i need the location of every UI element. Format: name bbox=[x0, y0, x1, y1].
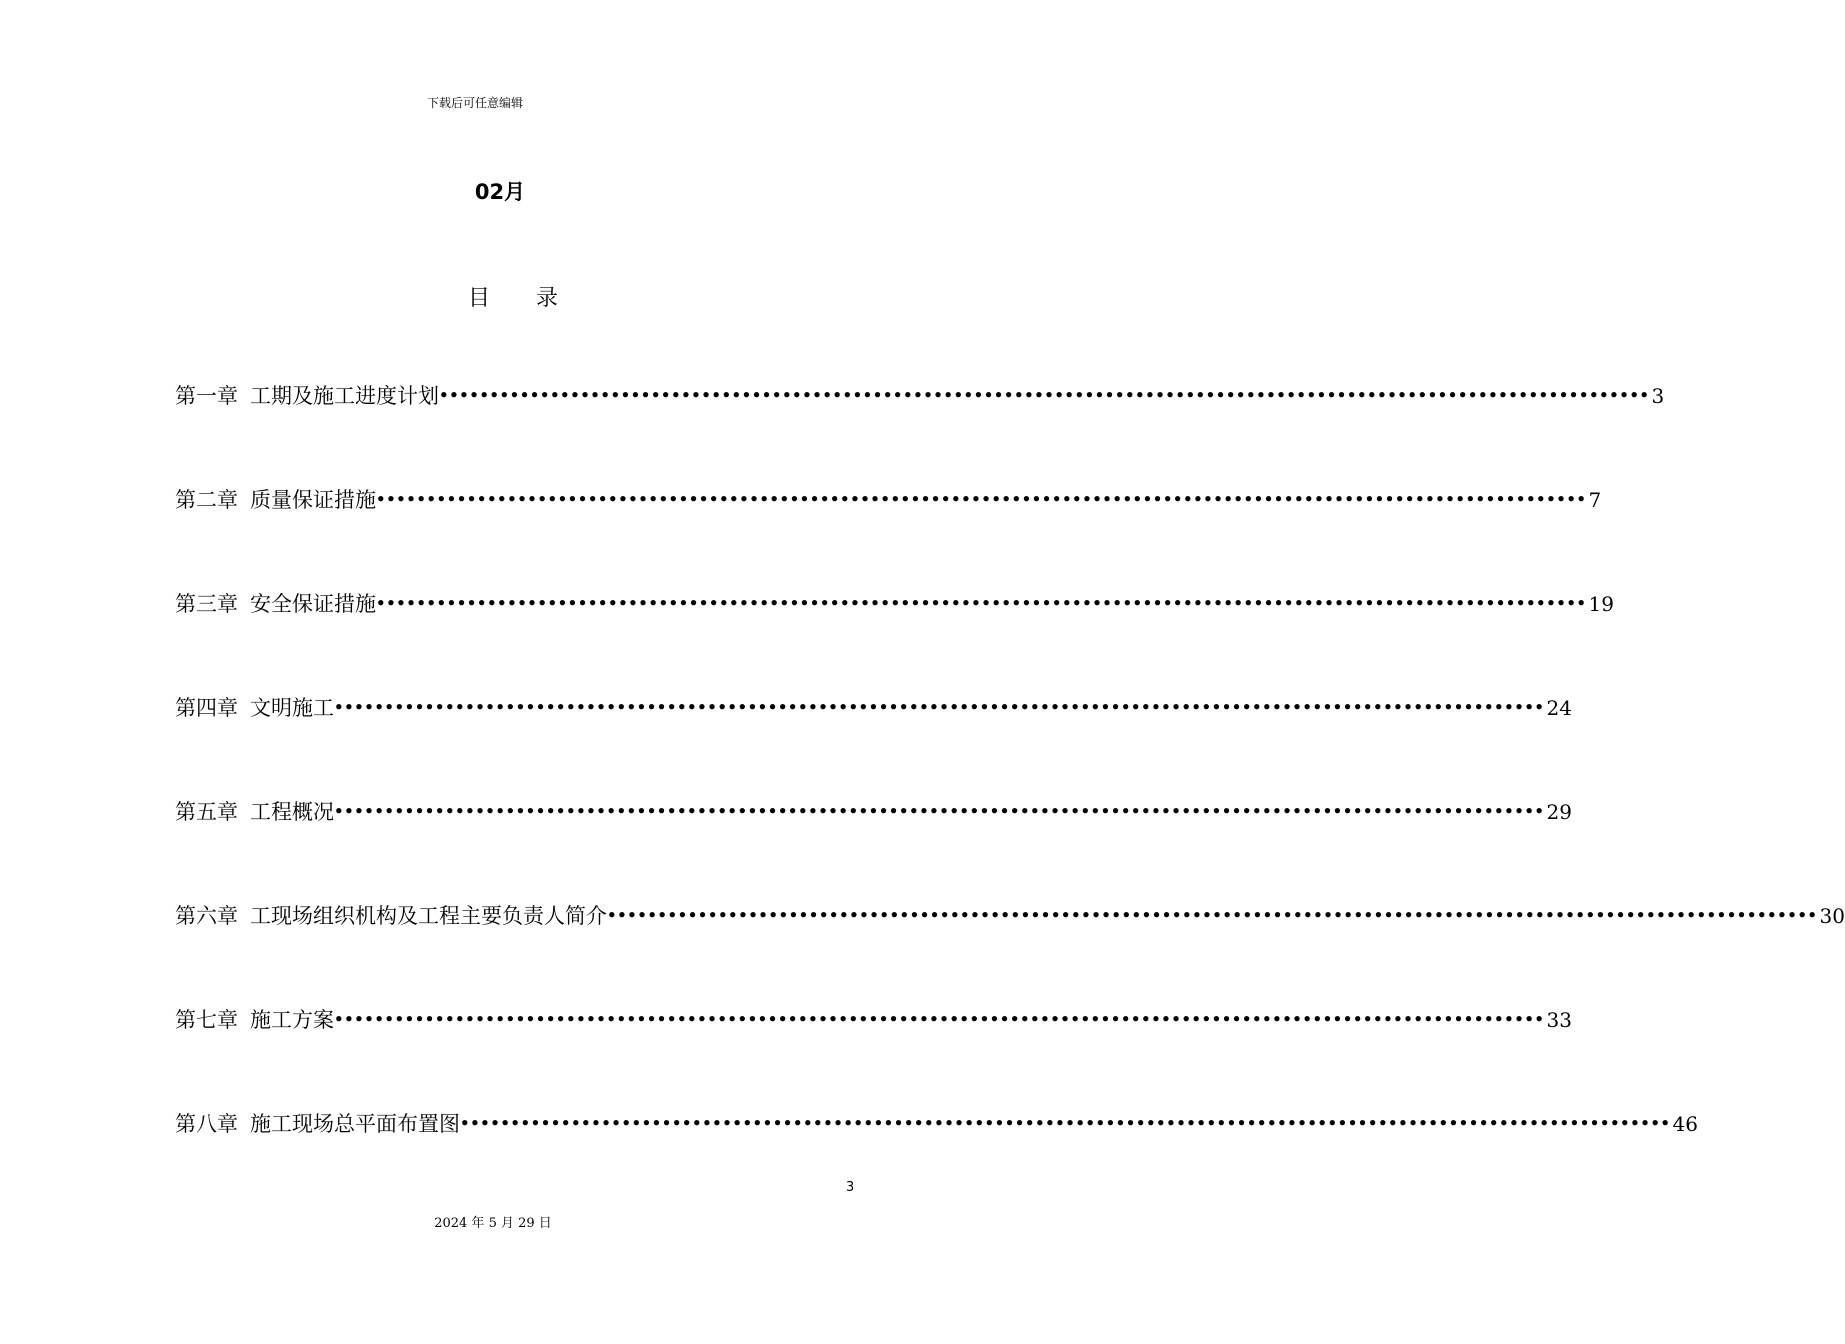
toc-entry-title: 工程概况 bbox=[250, 800, 334, 824]
header-note: 下载后可任意编辑 bbox=[426, 96, 523, 110]
toc-chapter-label: 第二章 bbox=[175, 488, 238, 512]
toc-leader-dots: •••••••••••••••••••••••••••••••••••••••••••••••••••••••••••••••••••••••••••••••••••••••••••••••••••••••••••••••••••••••• bbox=[334, 698, 1545, 716]
toc-leader-dots: •••••••••••••••••••••••••••••••••••••••••••••••••••••••••••••••••••••••••••••••••••••••••••••••••••••••••••••••••••••••• bbox=[334, 1010, 1545, 1028]
toc-entry-title: 施工现场总平面布置图 bbox=[250, 1112, 460, 1136]
toc-page-number: 33 bbox=[1546, 1008, 1572, 1032]
toc-leader-dots: •••••••••••••••••••••••••••••••••••••••••••••••••••••••••••••••••••••••••••••••••••••••••••••••••••••••••••••••••••••••• bbox=[334, 802, 1545, 820]
toc-page-number: 46 bbox=[1672, 1112, 1698, 1136]
toc-entry-title: 安全保证措施 bbox=[250, 592, 376, 616]
toc-chapter-label: 第六章 bbox=[175, 904, 238, 928]
toc-entry[interactable] bbox=[175, 1108, 1698, 1212]
month-heading: 02月 bbox=[474, 180, 526, 204]
table-of-contents bbox=[175, 380, 1845, 1212]
toc-page-number: 7 bbox=[1588, 488, 1602, 512]
toc-leader-dots: •••••••••••••••••••••••••••••••••••••••••••••••••••••••••••••••••••••••••••••••••••••••••••••••••••••••••••••••••••••••• bbox=[376, 594, 1587, 612]
toc-page-number: 3 bbox=[1651, 384, 1665, 408]
toc-chapter-label: 第一章 bbox=[175, 384, 238, 408]
toc-entry-title: 工期及施工进度计划 bbox=[250, 384, 439, 408]
toc-chapter-label: 第五章 bbox=[175, 800, 238, 824]
footer-date: 2024 年 5 月 29 日 bbox=[434, 1216, 552, 1231]
page-number: 3 bbox=[846, 1180, 855, 1195]
toc-leader-dots: •••••••••••••••••••••••••••••••••••••••••••••••••••••••••••••••••••••••••••••••••••••••••••••••••••••••••••••••••••••••• bbox=[460, 1114, 1671, 1132]
toc-entry[interactable] bbox=[175, 484, 1602, 588]
toc-entry[interactable] bbox=[175, 1004, 1572, 1108]
toc-leader-dots: •••••••••••••••••••••••••••••••••••••••••••••••••••••••••••••••••••••••••••••••••••••••••••••••••••••••••••••••••••••••• bbox=[607, 906, 1818, 924]
toc-entry-title: 质量保证措施 bbox=[250, 488, 376, 512]
toc-entry-title: 施工方案 bbox=[250, 1008, 334, 1032]
toc-entry-title: 文明施工 bbox=[250, 696, 334, 720]
toc-chapter-label: 第三章 bbox=[175, 592, 238, 616]
toc-entry[interactable] bbox=[175, 692, 1572, 796]
toc-entry[interactable] bbox=[175, 796, 1572, 900]
toc-chapter-label: 第八章 bbox=[175, 1112, 238, 1136]
toc-page-number: 30 bbox=[1819, 904, 1845, 928]
toc-leader-dots: •••••••••••••••••••••••••••••••••••••••••••••••••••••••••••••••••••••••••••••••••••••••••••••••••••••••••••••••••••••••• bbox=[376, 490, 1587, 508]
toc-chapter-label: 第七章 bbox=[175, 1008, 238, 1032]
toc-chapter-label: 第四章 bbox=[175, 696, 238, 720]
toc-page-number: 19 bbox=[1588, 592, 1614, 616]
toc-entry[interactable] bbox=[175, 588, 1614, 692]
toc-leader-dots: •••••••••••••••••••••••••••••••••••••••••••••••••••••••••••••••••••••••••••••••••••••••••••••••••••••••••••••••••••••••• bbox=[439, 386, 1650, 404]
toc-title-char-2: 录 bbox=[536, 286, 559, 311]
toc-entry[interactable] bbox=[175, 380, 1665, 484]
toc-title bbox=[468, 281, 558, 312]
toc-entry[interactable] bbox=[175, 900, 1845, 1004]
toc-page-number: 29 bbox=[1546, 800, 1572, 824]
toc-entry-title: 工现场组织机构及工程主要负责人简介 bbox=[250, 904, 607, 928]
toc-page-number: 24 bbox=[1546, 696, 1572, 720]
toc-title-char-1: 目 bbox=[468, 286, 491, 311]
